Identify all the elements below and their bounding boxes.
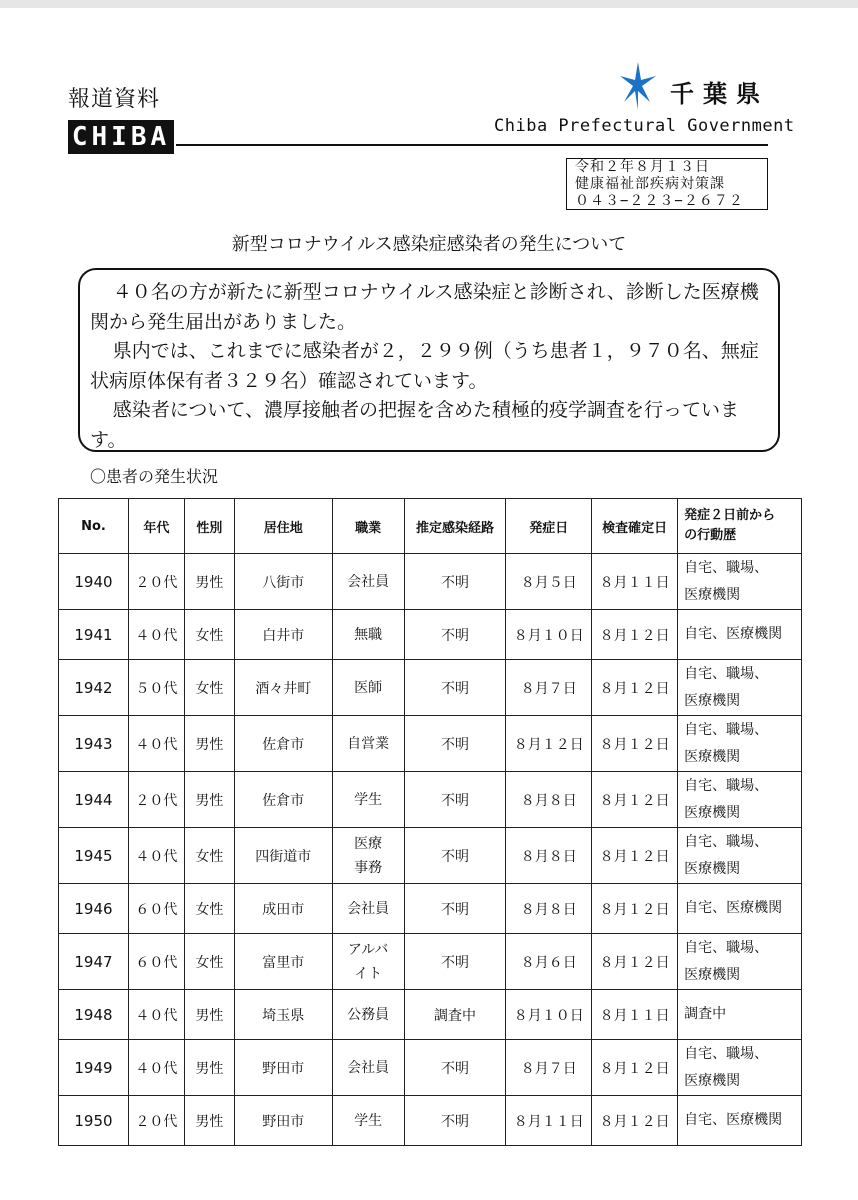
phone-number: ０４３−２２３−２６７２ bbox=[575, 193, 744, 209]
cell-onset: ８月５日 bbox=[506, 554, 592, 610]
cell-age: ６０代 bbox=[128, 884, 184, 934]
cell-job bbox=[332, 554, 404, 610]
cell-age: ４０代 bbox=[128, 716, 184, 772]
cell-history bbox=[678, 610, 802, 660]
table-row bbox=[59, 772, 802, 828]
cell-job bbox=[332, 716, 404, 772]
cell-history bbox=[678, 554, 802, 610]
cell-no: 1942 bbox=[59, 660, 129, 716]
summary-paragraph: ４０名の方が新たに新型コロナウイルス感染症と診断され、診断した医療機関から発生届出がありました。 bbox=[90, 281, 759, 333]
cell-no: 1941 bbox=[59, 610, 129, 660]
cell-history bbox=[678, 772, 802, 828]
cell-history-line: 医療機関 bbox=[684, 748, 741, 765]
cell-job-line: 医師 bbox=[354, 679, 383, 696]
cell-confirmed: ８月１２日 bbox=[592, 1040, 678, 1096]
cell-job bbox=[332, 990, 404, 1040]
header-confirmed: 検査確定日 bbox=[592, 499, 678, 554]
cell-job-line: 医療 bbox=[354, 835, 383, 852]
cell-sex: 男性 bbox=[184, 554, 234, 610]
cell-sex: 女性 bbox=[184, 610, 234, 660]
cell-history bbox=[678, 828, 802, 884]
cell-residence: 佐倉市 bbox=[234, 772, 332, 828]
cell-route: 不明 bbox=[404, 554, 506, 610]
cell-residence: 野田市 bbox=[234, 1096, 332, 1146]
cell-history-line: 自宅、職場、 bbox=[684, 665, 769, 682]
cell-history-line: 自宅、職場、 bbox=[684, 1045, 769, 1062]
cell-residence: 酒々井町 bbox=[234, 660, 332, 716]
cell-no: 1948 bbox=[59, 990, 129, 1040]
table-row bbox=[59, 828, 802, 884]
cell-confirmed: ８月１１日 bbox=[592, 554, 678, 610]
press-release-label: 報道資料 bbox=[68, 87, 161, 112]
cell-route: 不明 bbox=[404, 934, 506, 990]
cell-age: ２０代 bbox=[128, 1096, 184, 1146]
cell-history bbox=[678, 934, 802, 990]
cell-confirmed: ８月１１日 bbox=[592, 990, 678, 1040]
cell-history-line: 自宅、職場、 bbox=[684, 559, 769, 576]
cell-age: ６０代 bbox=[128, 934, 184, 990]
cell-job-line: 公務員 bbox=[347, 1006, 390, 1023]
cell-age: ４０代 bbox=[128, 1040, 184, 1096]
header-no: No. bbox=[59, 499, 129, 554]
cell-history bbox=[678, 1040, 802, 1096]
cell-confirmed: ８月１２日 bbox=[592, 934, 678, 990]
cell-confirmed: ８月１２日 bbox=[592, 884, 678, 934]
table-header-row bbox=[59, 499, 802, 554]
cell-age: ５０代 bbox=[128, 660, 184, 716]
table-row bbox=[59, 660, 802, 716]
cell-no: 1946 bbox=[59, 884, 129, 934]
cell-history bbox=[678, 1096, 802, 1146]
cell-route: 不明 bbox=[404, 772, 506, 828]
cell-residence: 佐倉市 bbox=[234, 716, 332, 772]
header-sex: 性別 bbox=[184, 499, 234, 554]
cell-job-line: 会社員 bbox=[347, 1059, 390, 1076]
header-history bbox=[678, 499, 802, 554]
cell-sex: 男性 bbox=[184, 990, 234, 1040]
cell-age: ２０代 bbox=[128, 554, 184, 610]
cell-job-line: 会社員 bbox=[347, 573, 390, 590]
cell-history-line: 医療機関 bbox=[684, 586, 741, 603]
table-row bbox=[59, 884, 802, 934]
header-history-line: の行動歴 bbox=[684, 528, 737, 543]
cell-residence: 富里市 bbox=[234, 934, 332, 990]
cell-onset: ８月８日 bbox=[506, 828, 592, 884]
cell-age: ４０代 bbox=[128, 610, 184, 660]
table-row bbox=[59, 1040, 802, 1096]
cell-onset: ８月１１日 bbox=[506, 1096, 592, 1146]
cell-onset: ８月７日 bbox=[506, 660, 592, 716]
cell-job-line: 事務 bbox=[354, 859, 383, 876]
cell-history-line: 自宅、職場、 bbox=[684, 833, 769, 850]
cell-confirmed: ８月１２日 bbox=[592, 660, 678, 716]
department-name: 健康福祉部疾病対策課 bbox=[575, 176, 725, 192]
cell-onset: ８月７日 bbox=[506, 1040, 592, 1096]
cell-sex: 女性 bbox=[184, 828, 234, 884]
cell-residence: 四街道市 bbox=[234, 828, 332, 884]
issue-info-box bbox=[566, 158, 768, 210]
cell-job bbox=[332, 772, 404, 828]
table-row bbox=[59, 1096, 802, 1146]
prefecture-name: 千葉県 bbox=[670, 80, 769, 108]
cell-no: 1949 bbox=[59, 1040, 129, 1096]
cases-table bbox=[58, 498, 802, 1146]
cell-route: 不明 bbox=[404, 1096, 506, 1146]
cell-confirmed: ８月１２日 bbox=[592, 1096, 678, 1146]
cell-residence: 白井市 bbox=[234, 610, 332, 660]
cell-history-line: 自宅、医療機関 bbox=[684, 1112, 783, 1128]
summary-box bbox=[78, 268, 780, 452]
cell-no: 1943 bbox=[59, 716, 129, 772]
cell-sex: 女性 bbox=[184, 934, 234, 990]
cell-job-line: 学生 bbox=[354, 791, 383, 808]
cell-sex: 男性 bbox=[184, 1096, 234, 1146]
cell-onset: ８月６日 bbox=[506, 934, 592, 990]
government-name: Chiba Prefectural Government bbox=[494, 116, 795, 136]
cell-history-line: 医療機関 bbox=[684, 1072, 741, 1089]
header-job: 職業 bbox=[332, 499, 404, 554]
cell-no: 1940 bbox=[59, 554, 129, 610]
cell-job bbox=[332, 1040, 404, 1096]
top-edge bbox=[0, 0, 858, 8]
cell-history-line: 自宅、職場、 bbox=[684, 939, 769, 956]
cell-confirmed: ８月１２日 bbox=[592, 610, 678, 660]
header-rule bbox=[176, 144, 768, 146]
cell-no: 1945 bbox=[59, 828, 129, 884]
cell-history-line: 医療機関 bbox=[684, 692, 741, 709]
cell-job bbox=[332, 660, 404, 716]
cell-onset: ８月１０日 bbox=[506, 990, 592, 1040]
table-row bbox=[59, 554, 802, 610]
cell-route: 不明 bbox=[404, 884, 506, 934]
cell-job bbox=[332, 934, 404, 990]
header-residence: 居住地 bbox=[234, 499, 332, 554]
cell-route: 不明 bbox=[404, 716, 506, 772]
cell-sex: 男性 bbox=[184, 1040, 234, 1096]
cell-job-line: 学生 bbox=[354, 1112, 383, 1129]
document-title: 新型コロナウイルス感染症感染者の発生について bbox=[231, 234, 627, 255]
cell-age: ２０代 bbox=[128, 772, 184, 828]
header-history-line: 発症２日前から bbox=[684, 508, 776, 523]
cell-history-line: 医療機関 bbox=[684, 860, 741, 877]
cell-job bbox=[332, 828, 404, 884]
cell-history bbox=[678, 660, 802, 716]
chiba-prefecture-emblem-icon bbox=[620, 62, 656, 110]
cell-sex: 男性 bbox=[184, 772, 234, 828]
summary-paragraph: 感染者について、濃厚接触者の把握を含めた積極的疫学調査を行っています。 bbox=[90, 399, 740, 451]
cell-residence: 埼玉県 bbox=[234, 990, 332, 1040]
cell-job-line: イト bbox=[354, 965, 383, 982]
cell-history-line: 調査中 bbox=[684, 1006, 727, 1022]
table-row bbox=[59, 990, 802, 1040]
cell-history-line: 自宅、医療機関 bbox=[684, 626, 783, 642]
cell-onset: ８月８日 bbox=[506, 884, 592, 934]
cell-onset: ８月８日 bbox=[506, 772, 592, 828]
cell-sex: 女性 bbox=[184, 660, 234, 716]
cell-confirmed: ８月１２日 bbox=[592, 716, 678, 772]
cell-job-line: アルバ bbox=[347, 941, 389, 958]
table-row bbox=[59, 934, 802, 990]
cell-job-line: 無職 bbox=[354, 626, 383, 643]
cell-route: 調査中 bbox=[404, 990, 506, 1040]
cell-history-line: 自宅、医療機関 bbox=[684, 900, 783, 916]
cell-route: 不明 bbox=[404, 610, 506, 660]
cell-confirmed: ８月１２日 bbox=[592, 828, 678, 884]
cell-job-line: 自営業 bbox=[347, 735, 390, 752]
cell-residence: 成田市 bbox=[234, 884, 332, 934]
cell-history bbox=[678, 884, 802, 934]
cell-age: ４０代 bbox=[128, 828, 184, 884]
cell-history bbox=[678, 990, 802, 1040]
cell-job-line: 会社員 bbox=[347, 900, 390, 917]
cell-history-line: 医療機関 bbox=[684, 804, 741, 821]
table-row bbox=[59, 716, 802, 772]
cell-history-line: 自宅、職場、 bbox=[684, 721, 769, 738]
table-row bbox=[59, 610, 802, 660]
cell-history-line: 自宅、職場、 bbox=[684, 777, 769, 794]
cell-job bbox=[332, 884, 404, 934]
cell-onset: ８月１０日 bbox=[506, 610, 592, 660]
chiba-logo: CHIBA bbox=[68, 120, 174, 154]
cell-residence: 野田市 bbox=[234, 1040, 332, 1096]
cell-route: 不明 bbox=[404, 1040, 506, 1096]
cell-onset: ８月１２日 bbox=[506, 716, 592, 772]
cell-no: 1950 bbox=[59, 1096, 129, 1146]
cell-sex: 女性 bbox=[184, 884, 234, 934]
summary-paragraph: 県内では、これまでに感染者が２，２９９例（うち患者１，９７０名、無症状病原体保有者３２９名）確認されています。 bbox=[90, 340, 759, 392]
header-onset: 発症日 bbox=[506, 499, 592, 554]
cell-job bbox=[332, 1096, 404, 1146]
cell-route: 不明 bbox=[404, 660, 506, 716]
cell-job bbox=[332, 610, 404, 660]
cell-history-line: 医療機関 bbox=[684, 966, 741, 983]
cell-confirmed: ８月１２日 bbox=[592, 772, 678, 828]
cell-route: 不明 bbox=[404, 828, 506, 884]
header-age: 年代 bbox=[128, 499, 184, 554]
section-label: 〇患者の発生状況 bbox=[90, 467, 219, 486]
cell-history bbox=[678, 716, 802, 772]
cell-age: ４０代 bbox=[128, 990, 184, 1040]
cell-no: 1944 bbox=[59, 772, 129, 828]
header-route: 推定感染経路 bbox=[404, 499, 506, 554]
cell-residence: 八街市 bbox=[234, 554, 332, 610]
issue-date: 令和２年８月１３日 bbox=[575, 159, 710, 175]
cell-no: 1947 bbox=[59, 934, 129, 990]
cell-sex: 男性 bbox=[184, 716, 234, 772]
